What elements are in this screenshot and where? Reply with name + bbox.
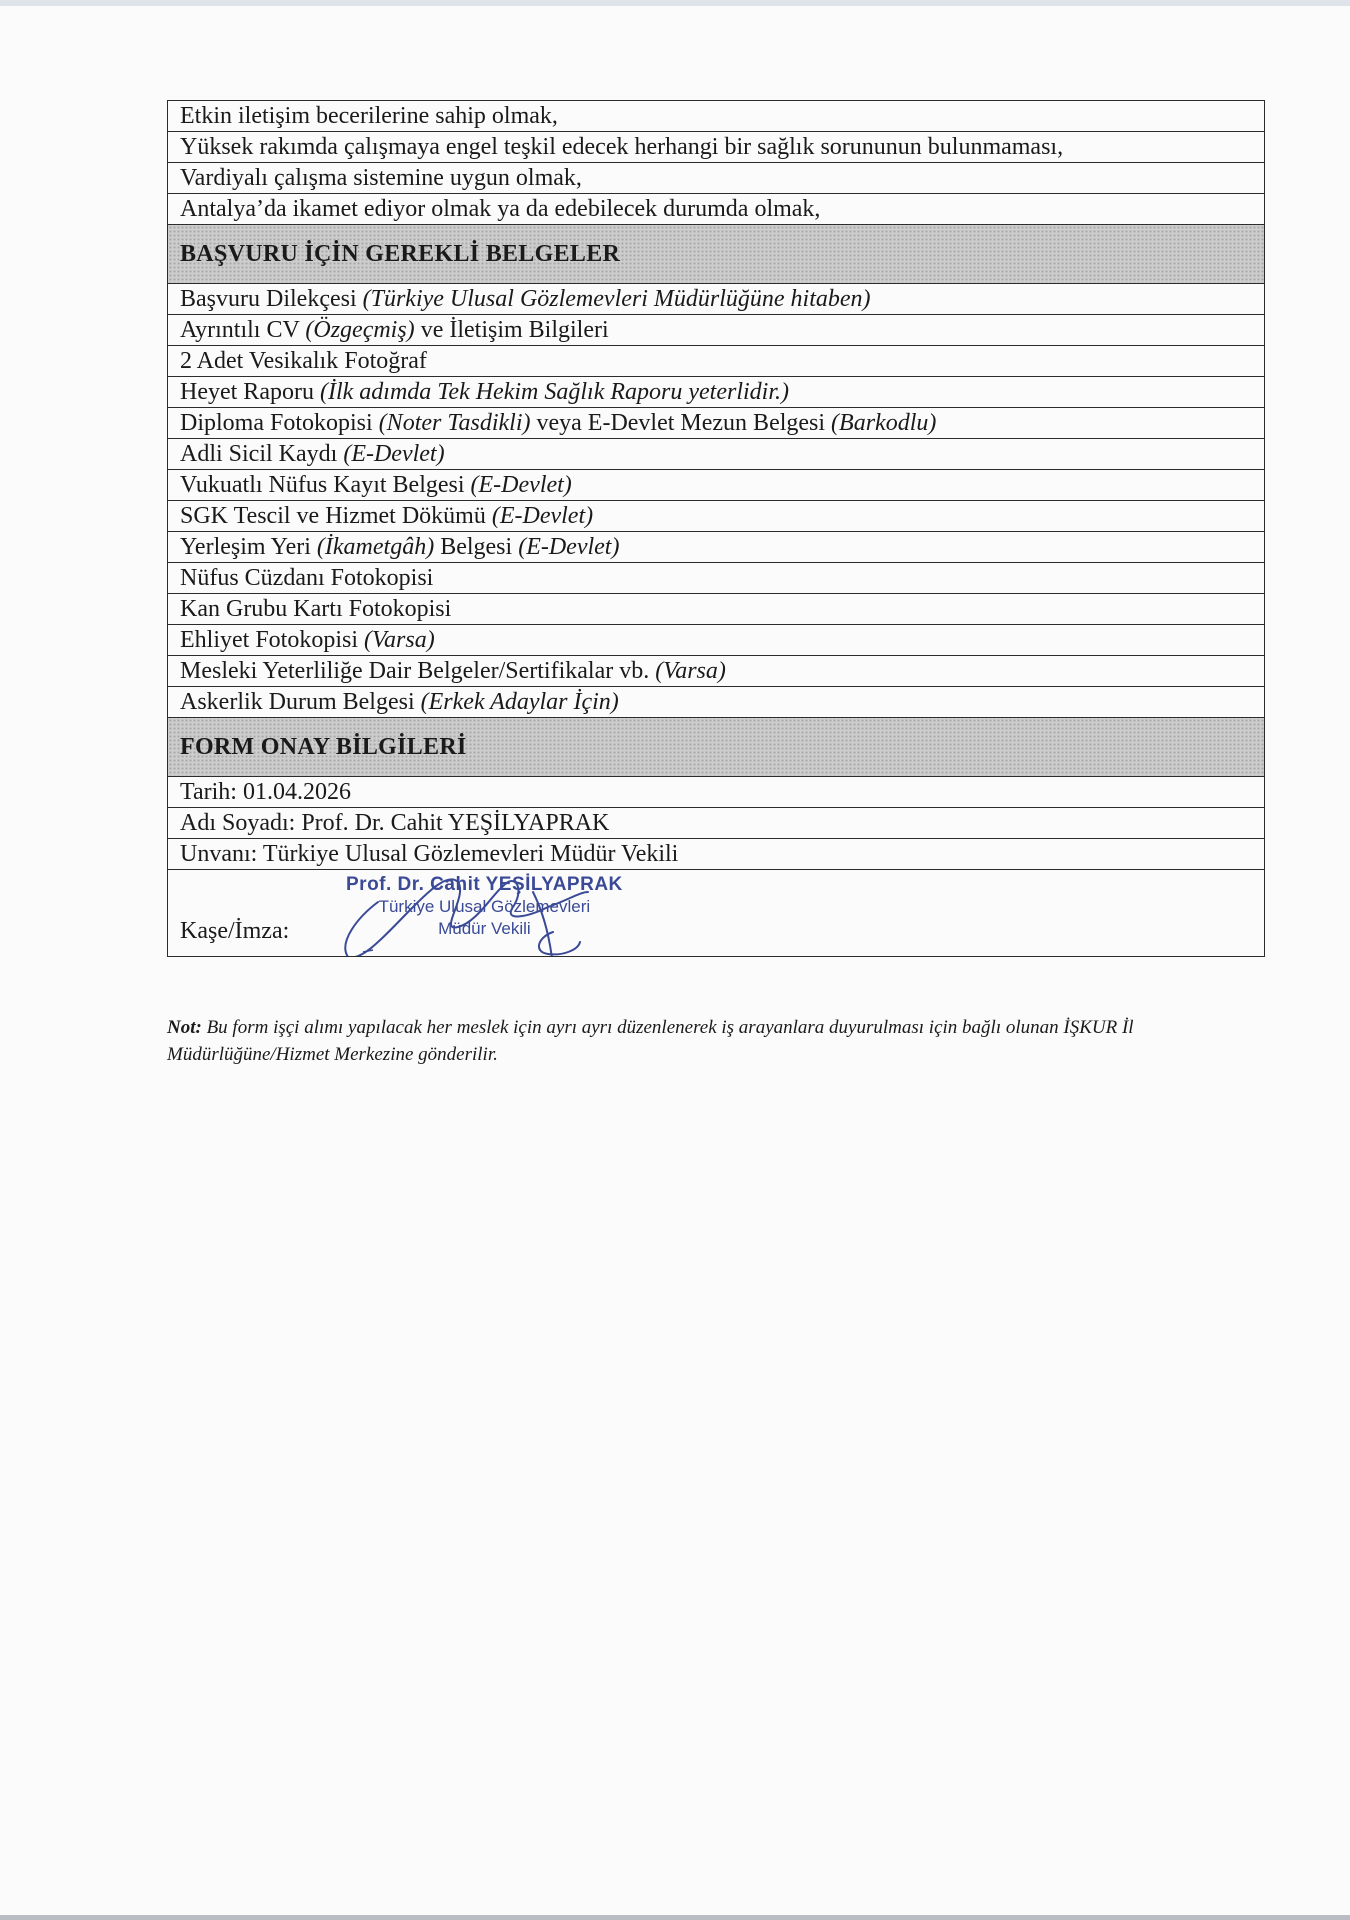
document-note: (Varsa) (655, 658, 726, 684)
page-edge-top (0, 0, 1350, 6)
stamp-line-position: Müdür Vekili (438, 919, 531, 938)
requirement-cell: Etkin iletişim becerilerine sahip olmak, (168, 101, 1265, 132)
approval-title: Unvanı: Türkiye Ulusal Gözlemevleri Müdür Vekili (168, 839, 1265, 870)
document-text: Vukuatlı Nüfus Kayıt Belgesi (180, 472, 471, 498)
document-row (168, 656, 1265, 687)
stamp-line-institution: Türkiye Ulusal Gözlemevleri (378, 897, 591, 916)
requirement-row (168, 194, 1265, 225)
document-cell (168, 470, 1265, 501)
document-text: Başvuru Dilekçesi (180, 286, 363, 312)
stamp-line-name: Prof. Dr. Cahit YEŞİLYAPRAK (346, 874, 623, 895)
document-note: (E-Devlet) (491, 503, 594, 529)
document-text: Askerlik Durum Belgesi (180, 689, 421, 715)
document-cell (168, 346, 1265, 377)
document-text: Nüfus Cüzdanı Fotokopisi (180, 565, 434, 591)
document-row (168, 594, 1265, 625)
document-cell (168, 408, 1265, 439)
document-note: (Türkiye Ulusal Gözlemevleri Müdürlüğüne hitaben) (362, 286, 871, 312)
document-text-after: Belgesi (434, 534, 519, 560)
documents-section-title: BAŞVURU İÇİN GEREKLİ BELGELER (168, 225, 1265, 284)
document-text: SGK Tescil ve Hizmet Dökümü (180, 503, 492, 529)
document-cell (168, 563, 1265, 594)
approval-date-row (168, 777, 1265, 808)
document-note-2: (E-Devlet) (518, 534, 620, 560)
document-text: Heyet Raporu (180, 379, 320, 405)
document-row (168, 377, 1265, 408)
document-note: (E-Devlet) (343, 441, 445, 467)
approval-name-row (168, 808, 1265, 839)
application-form-table (167, 100, 1265, 957)
requirement-row (168, 132, 1265, 163)
document-note: (E-Devlet) (470, 472, 572, 498)
document-text: Diploma Fotokopisi (180, 410, 379, 436)
footnote-text: Bu form işçi alımı yapılacak her meslek için ayrı ayrı düzenlenerek iş arayanlara duyurulması için bağlı olunan İŞKUR İl Müdürlüğüne/Hizmet Merkezine gönderilir. (167, 1017, 1134, 1065)
requirement-row (168, 101, 1265, 132)
document-cell (168, 501, 1265, 532)
signature-cell (168, 870, 1265, 957)
document-text: Kan Grubu Kartı Fotokopisi (180, 596, 452, 622)
approval-section-title: FORM ONAY BİLGİLERİ (168, 718, 1265, 777)
document-row (168, 408, 1265, 439)
signature-label: Kaşe/İmza: (180, 918, 290, 944)
requirement-row (168, 163, 1265, 194)
document-cell (168, 315, 1265, 346)
document-cell (168, 594, 1265, 625)
page-edge-bottom (0, 1915, 1350, 1920)
document-text: Ehliyet Fotokopisi (180, 627, 365, 653)
document-cell (168, 284, 1265, 315)
document-cell (168, 439, 1265, 470)
requirement-cell: Antalya’da ikamet ediyor olmak ya da edebilecek durumda olmak, (168, 194, 1265, 225)
documents-section-header (168, 225, 1265, 284)
document-text-after: veya E-Devlet Mezun Belgesi (530, 410, 832, 436)
document-row (168, 284, 1265, 315)
footnote-label: Not: (167, 1017, 202, 1038)
approval-date: Tarih: 01.04.2026 (168, 777, 1265, 808)
handwritten-signature (318, 870, 618, 957)
document-text: 2 Adet Vesikalık Fotoğraf (180, 348, 427, 374)
document-row (168, 439, 1265, 470)
document-row (168, 625, 1265, 656)
document-text: Yerleşim Yeri (180, 534, 317, 560)
document-cell (168, 625, 1265, 656)
document-text: Ayrıntılı CV (180, 317, 306, 343)
footnote (167, 1014, 1267, 1068)
document-row (168, 532, 1265, 563)
signature-row (168, 870, 1265, 957)
document-row (168, 501, 1265, 532)
document-text: Adli Sicil Kaydı (180, 441, 344, 467)
document-row (168, 470, 1265, 501)
document-row (168, 563, 1265, 594)
document-note-2: (Barkodlu) (831, 410, 937, 436)
approval-name: Adı Soyadı: Prof. Dr. Cahit YEŞİLYAPRAK (168, 808, 1265, 839)
document-note: (Varsa) (364, 627, 435, 653)
document-cell (168, 377, 1265, 408)
document-note: (Erkek Adaylar İçin) (420, 689, 619, 715)
document-note: (Noter Tasdikli) (378, 410, 531, 436)
document-row (168, 687, 1265, 718)
requirement-cell: Vardiyalı çalışma sistemine uygun olmak, (168, 163, 1265, 194)
requirement-cell: Yüksek rakımda çalışmaya engel teşkil edecek herhangi bir sağlık sorununun bulunmaması, (168, 132, 1265, 163)
document-cell (168, 687, 1265, 718)
document-note: (İlk adımda Tek Hekim Sağlık Raporu yeterlidir.) (319, 379, 789, 405)
document-text-after: ve İletişim Bilgileri (414, 317, 609, 343)
document-row (168, 346, 1265, 377)
approval-section-header (168, 718, 1265, 777)
document-note: (İkametgâh) (316, 534, 435, 560)
document-cell (168, 656, 1265, 687)
document-cell (168, 532, 1265, 563)
document-note: (Özgeçmiş) (305, 317, 415, 343)
document-row (168, 315, 1265, 346)
approval-title-row (168, 839, 1265, 870)
document-text: Mesleki Yeterliliğe Dair Belgeler/Sertifikalar vb. (180, 658, 656, 684)
